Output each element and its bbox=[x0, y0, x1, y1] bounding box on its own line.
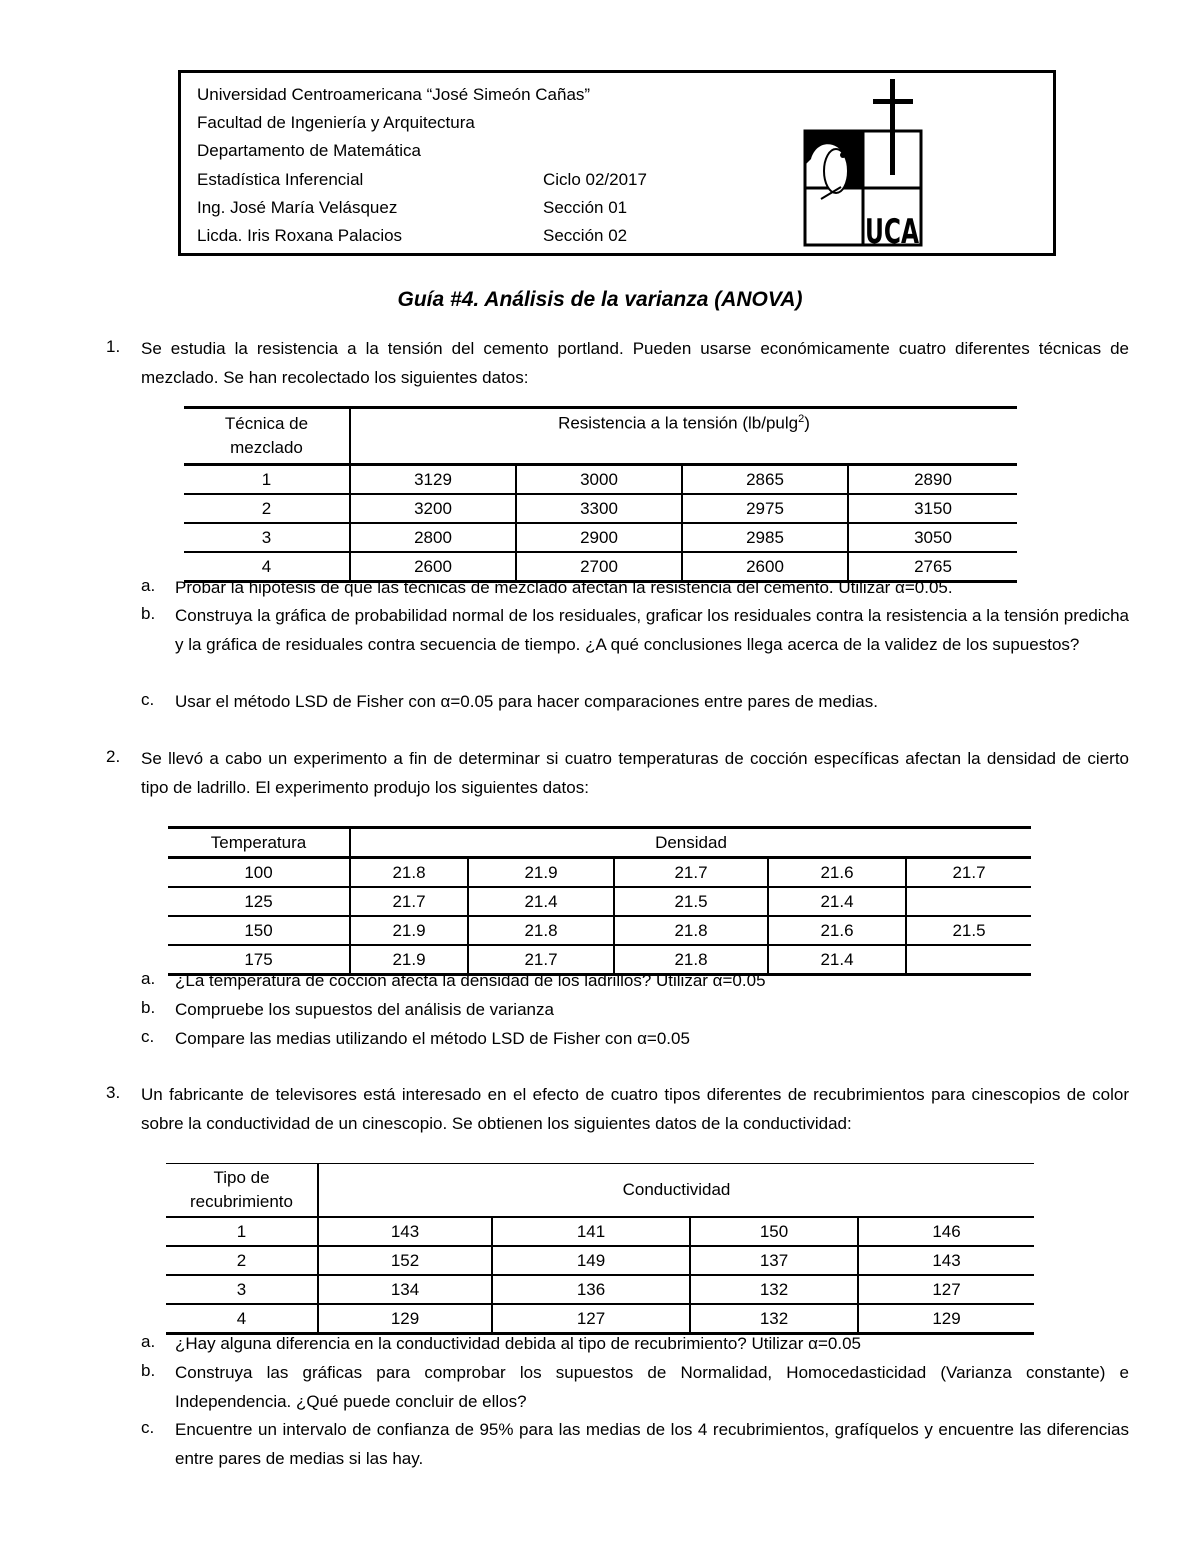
table-1-header-technique: Técnica de mezclado bbox=[184, 408, 350, 465]
table-2-cell: 100 bbox=[168, 858, 350, 888]
table-3-row bbox=[166, 1217, 1034, 1246]
table-1-cell: 2600 bbox=[350, 552, 516, 582]
table-3-cell: 149 bbox=[492, 1246, 690, 1275]
table-3-cell: 129 bbox=[858, 1304, 1034, 1334]
course-name: Estadística Inferencial bbox=[197, 170, 364, 189]
table-2-cell: 21.7 bbox=[468, 945, 614, 975]
table-2-cell: 21.8 bbox=[614, 916, 768, 945]
table-3-cell: 146 bbox=[858, 1217, 1034, 1246]
problem-2-item-a-label: a. bbox=[141, 969, 156, 988]
cycle-label: Ciclo 02/2017 bbox=[543, 170, 647, 189]
problem-3-item-b-label: b. bbox=[141, 1361, 156, 1380]
table-2-cell: 21.4 bbox=[768, 945, 906, 975]
table-1-row bbox=[184, 465, 1017, 495]
table-2-cell: 21.6 bbox=[768, 916, 906, 945]
table-1-cell: 1 bbox=[184, 465, 350, 495]
problem-1-item-a: Probar la hipótesis de que las técnicas de mezclado afectan la resistencia del cemento. Utilizar α=0.05. bbox=[175, 578, 953, 597]
table-1-cell: 3200 bbox=[350, 494, 516, 523]
department-name: Departamento de Matemática bbox=[197, 141, 421, 160]
table-3-cell: 143 bbox=[858, 1246, 1034, 1275]
section-1: Sección 01 bbox=[543, 198, 628, 217]
table-1-cell: 4 bbox=[184, 552, 350, 582]
table-1-cell: 2765 bbox=[848, 552, 1017, 582]
table-2-cell: 21.7 bbox=[614, 858, 768, 888]
table-2-cell: 21.7 bbox=[906, 858, 1031, 888]
table-2-cell: 21.7 bbox=[350, 887, 468, 916]
table-2-cell: 21.9 bbox=[350, 945, 468, 975]
table-3-cell: 143 bbox=[318, 1217, 492, 1246]
table-1-cell: 2800 bbox=[350, 523, 516, 552]
table-1 bbox=[184, 406, 1017, 583]
problem-2-number: 2. bbox=[106, 747, 121, 766]
logo-text: UCA bbox=[865, 212, 920, 252]
table-3-row bbox=[166, 1275, 1034, 1304]
instructor-2: Licda. Iris Roxana Palacios bbox=[197, 226, 403, 245]
table-2-cell: 21.6 bbox=[768, 858, 906, 888]
table-3-cell: 127 bbox=[492, 1304, 690, 1334]
table-1-cell: 2 bbox=[184, 494, 350, 523]
problem-2-item-b-label: b. bbox=[141, 998, 156, 1017]
table-1-cell: 3 bbox=[184, 523, 350, 552]
problem-3-item-c-label: c. bbox=[141, 1418, 155, 1437]
table-1-cell: 3150 bbox=[848, 494, 1017, 523]
university-name: Universidad Centroamericana “José Simeón Cañas” bbox=[197, 85, 591, 104]
table-2-row bbox=[168, 887, 1031, 916]
problem-2-text: Se llevó a cabo un experimento a fin de determinar si cuatro temperaturas de cocción específicas afectan la densidad de cierto tipo de ladrillo. El experimento produjo los siguientes datos: bbox=[141, 749, 1129, 797]
table-2-cell bbox=[906, 887, 1031, 916]
table-1-cell: 3129 bbox=[350, 465, 516, 495]
table-1-cell: 2985 bbox=[682, 523, 848, 552]
table-1-cell: 2975 bbox=[682, 494, 848, 523]
table-3-cell: 134 bbox=[318, 1275, 492, 1304]
header-box bbox=[178, 70, 1056, 256]
problem-3-item-a-label: a. bbox=[141, 1332, 156, 1351]
table-2-cell: 21.9 bbox=[350, 916, 468, 945]
table-3-cell: 2 bbox=[166, 1246, 318, 1275]
problem-1-item-c-label: c. bbox=[141, 690, 155, 709]
table-3-cell: 150 bbox=[690, 1217, 858, 1246]
faculty-name: Facultad de Ingeniería y Arquitectura bbox=[197, 113, 475, 132]
table-3-header-conductivity: Conductividad bbox=[318, 1164, 1034, 1218]
instructor-1: Ing. José María Velásquez bbox=[197, 198, 398, 217]
table-2-cell: 21.4 bbox=[768, 887, 906, 916]
problem-3-item-c: Encuentre un intervalo de confianza de 95% para las medias de los 4 recubrimientos, grafíquelos y encuentre las diferencias entre pares de medias si las hay. bbox=[175, 1420, 1129, 1468]
table-3-cell: 141 bbox=[492, 1217, 690, 1246]
problem-1-item-c: Usar el método LSD de Fisher con α=0.05 para hacer comparaciones entre pares de medias. bbox=[175, 692, 878, 711]
table-3-cell: 136 bbox=[492, 1275, 690, 1304]
table-3-cell: 1 bbox=[166, 1217, 318, 1246]
table-2-cell: 21.8 bbox=[614, 945, 768, 975]
table-1-cell: 3000 bbox=[516, 465, 682, 495]
table-2-cell: 21.4 bbox=[468, 887, 614, 916]
table-2-cell: 175 bbox=[168, 945, 350, 975]
table-1-row bbox=[184, 523, 1017, 552]
uca-logo bbox=[803, 79, 925, 252]
table-3-cell: 137 bbox=[690, 1246, 858, 1275]
table-3-cell: 127 bbox=[858, 1275, 1034, 1304]
problem-3-item-a: ¿Hay alguna diferencia en la conductividad debida al tipo de recubrimiento? Utilizar α=0.05 bbox=[175, 1334, 861, 1353]
table-1-row bbox=[184, 494, 1017, 523]
table-2-cell: 21.9 bbox=[468, 858, 614, 888]
table-1-header-resistance: Resistencia a la tensión (lb/pulg$^2$) bbox=[350, 408, 1017, 465]
problem-2-item-c: Compare las medias utilizando el método LSD de Fisher con α=0.05 bbox=[175, 1029, 690, 1048]
table-2-cell: 125 bbox=[168, 887, 350, 916]
problem-2-item-b: Compruebe los supuestos del análisis de varianza bbox=[175, 1000, 554, 1019]
table-3-cell: 129 bbox=[318, 1304, 492, 1334]
table-1-cell: 3050 bbox=[848, 523, 1017, 552]
table-2-cell: 21.8 bbox=[350, 858, 468, 888]
problem-3-text: Un fabricante de televisores está interesado en el efecto de cuatro tipos diferentes de recubrimientos para cinescopios de color sobre la conductividad de un cinescopio. Se obtienen los siguientes datos de la conductividad: bbox=[141, 1085, 1129, 1133]
table-2-header-temperature: Temperatura bbox=[168, 828, 350, 858]
table-2-row bbox=[168, 858, 1031, 888]
table-2-cell: 21.5 bbox=[614, 887, 768, 916]
svg-text:%: % bbox=[847, 157, 858, 170]
table-1-cell: 3300 bbox=[516, 494, 682, 523]
problem-1-item-a-label: a. bbox=[141, 576, 156, 595]
problem-1-number: 1. bbox=[106, 337, 121, 356]
page-title: Guía #4. Análisis de la varianza (ANOVA) bbox=[397, 288, 803, 311]
problem-1-item-b-label: b. bbox=[141, 604, 156, 623]
table-1-cell: 2890 bbox=[848, 465, 1017, 495]
problem-3-number: 3. bbox=[106, 1083, 121, 1102]
problem-3-item-b: Construya las gráficas para comprobar los supuestos de Normalidad, Homocedasticidad (Varianza constante) e Independencia. ¿Qué puede concluir de ellos? bbox=[175, 1363, 1129, 1411]
problem-1-item-b: Construya la gráfica de probabilidad normal de los residuales, graficar los residuales contra la resistencia a la tensión predicha y la gráfica de residuales contra secuencia de tiempo. ¿A qué conclusiones llega acerca de la validez de los supuestos? bbox=[175, 606, 1129, 654]
table-2-cell: 21.8 bbox=[468, 916, 614, 945]
table-3-cell: 152 bbox=[318, 1246, 492, 1275]
table-2-cell: 150 bbox=[168, 916, 350, 945]
table-1-cell: 2865 bbox=[682, 465, 848, 495]
problem-2-item-c-label: c. bbox=[141, 1027, 155, 1046]
table-3-cell: 4 bbox=[166, 1304, 318, 1334]
table-2-cell: 21.5 bbox=[906, 916, 1031, 945]
problem-1-text: Se estudia la resistencia a la tensión del cemento portland. Pueden usarse económicamente cuatro diferentes técnicas de mezclado. Se han recolectado los siguientes datos: bbox=[141, 339, 1129, 387]
table-3-cell: 3 bbox=[166, 1275, 318, 1304]
table-1-cell: 2600 bbox=[682, 552, 848, 582]
table-2 bbox=[168, 826, 1031, 976]
table-2-row bbox=[168, 916, 1031, 945]
table-3-cell: 132 bbox=[690, 1275, 858, 1304]
table-1-cell: 2900 bbox=[516, 523, 682, 552]
section-2: Sección 02 bbox=[543, 226, 628, 245]
table-3-row bbox=[166, 1246, 1034, 1275]
table-3-header-type: Tipo de recubrimiento bbox=[166, 1164, 318, 1218]
table-3 bbox=[166, 1163, 1034, 1335]
table-1-cell: 2700 bbox=[516, 552, 682, 582]
table-2-header-density: Densidad bbox=[350, 828, 1031, 858]
problem-2-item-a: ¿La temperatura de cocción afecta la densidad de los ladrillos? Utilizar α=0.05 bbox=[175, 971, 766, 990]
table-3-cell: 132 bbox=[690, 1304, 858, 1334]
